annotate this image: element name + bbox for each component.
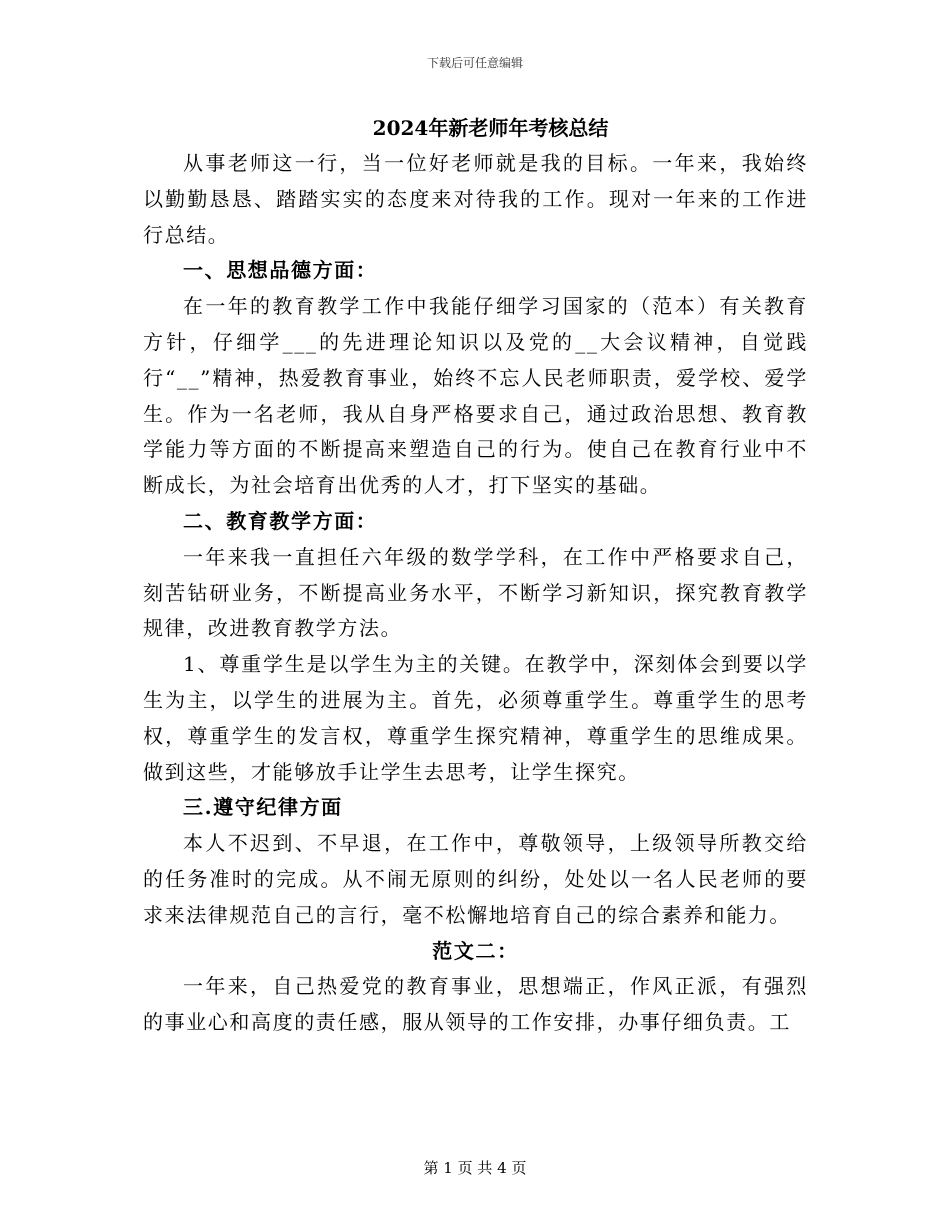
section-heading-ideology: 一、思想品德方面： — [183, 258, 378, 283]
respect-students-paragraph: 1、尊重学生是以学生为主的关键。在教学中，深刻体会到要以学生为主，以学生的进展为主。首先，必须尊重学生。尊重学生的思考权，尊重学生的发言权，尊重学生探究精神，尊重学生的思维成果。做到这些，才能够放手让学生去思考，让学生探究。 — [143, 652, 808, 784]
intro-paragraph: 从事老师这一行，当一位好老师就是我的目标。一年来，我始终以勤勤恳恳、踏踏实实的态度来对待我的工作。现对一年来的工作进行总结。 — [143, 151, 808, 247]
sample-two-heading: 范文二： — [432, 938, 519, 963]
page-footer: 第 1 页 共 4 页 — [423, 1159, 527, 1177]
sample-two-paragraph: 一年来，自己热爱党的教育事业，思想端正，作风正派，有强烈的事业心和高度的责任感，服从领导的工作安排，办事仔细负责。工 — [143, 974, 808, 1035]
section-heading-discipline: 三.遵守纪律方面 — [183, 795, 343, 820]
teaching-paragraph: 一年来我一直担任六年级的数学学科，在工作中严格要求自己，刻苦钻研业务，不断提高业务水平，不断学习新知识，探究教育教学规律，改进教育教学方法。 — [143, 544, 808, 641]
discipline-paragraph: 本人不迟到、不早退，在工作中，尊敬领导，上级领导所教交给的任务准时的完成。从不闹无原则的纠纷，处处以一名人民老师的要求来法律规范自己的言行，毫不松懈地培育自己的综合素养和能力。 — [143, 831, 808, 927]
document-title: 2024年新老师年考核总结 — [372, 116, 609, 140]
section-heading-teaching: 二、教育教学方面： — [183, 508, 378, 533]
header-note: 下载后可任意编辑 — [426, 56, 523, 70]
document-body — [143, 110, 808, 1041]
ideology-paragraph: 在一年的教育教学工作中我能仔细学习国家的（范本）有关教育方针，仔细学___的先进理论知识以及党的__大会议精神，自觉践行“__”精神，热爱教育事业，始终不忘人民老师职责，爱学校、爱学生。作为一名老师，我从自身严格要求自己，通过政治思想、教育教学能力等方面的不断提高来塑造自己的行为。使自己在教育行业中不断成长，为社会培育出优秀的人才，打下坚实的基础。 — [143, 294, 808, 498]
